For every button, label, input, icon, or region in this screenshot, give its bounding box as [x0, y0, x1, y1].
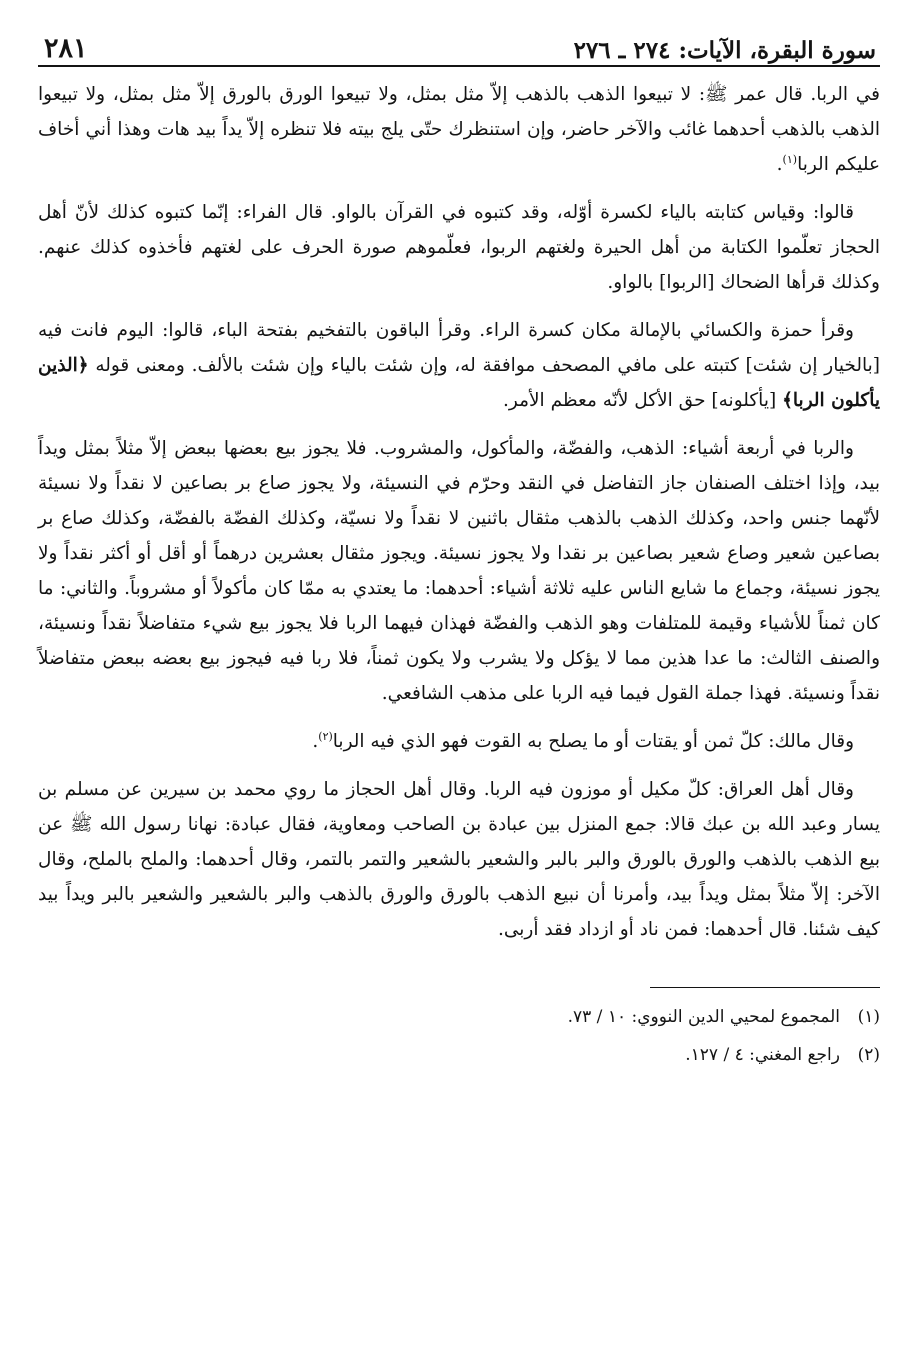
text-run: .	[312, 731, 319, 752]
main-text	[38, 77, 880, 947]
page-number: ٢٨١	[44, 33, 88, 64]
text-run: وقال أهل العراق: كلّ مكيل أو موزون فيه الربا. وقال أهل الحجاز ما روي محمد بن سيرين عن مسلم بن يسار وعبد الله بن عبك قالا: جمع المنزل بين عبادة بن الصاحب ومعاوية، فقال عبادة: نهانا رسول الله ﷺ عن بيع الذهب بالذهب والورق بالورق والبر بالبر والشعير بالشعير والتمر بالتمر، وقال أحدهما: والملح بالملح، وقال الآخر: إلاّ مثلاً بمثل ويداً بيد، وأمرنا أن نبيع الذهب بالورق والورق بالذهب والبر بالشعير والشعير بالبر ويداً بيد كيف شئنا. قال أحدهما: فمن ناد أو ازداد فقد أربى.	[38, 779, 880, 940]
footnote	[38, 998, 880, 1036]
paragraph	[38, 77, 880, 182]
footnote-number: (١)	[857, 1007, 880, 1027]
footnote	[38, 1036, 880, 1074]
text-run: .	[776, 154, 783, 175]
text-run: في الربا. قال عمر ﷺ: لا تبيعوا الذهب بالذهب إلاّ مثل بمثل، ولا تبيعوا الورق بالورق إلاّ مثل بمثل، ولا تبيعوا الذهب بالذهب أحدهما غائب والآخر حاضر، وإن استنظرك حتّى يلج بيته فلا تنظره إلاّ يداً بيد هات وهذا أني أخاف عليكم الربا	[38, 84, 880, 175]
page-header	[38, 22, 880, 67]
text-run: وقرأ حمزة والكسائي بالإمالة مكان كسرة الراء. وقرأ الباقون بالتفخيم بفتحة الباء، قالوا: اليوم فانت فيه [بالخيار إن شئت] كتبته على مافي المصحف موافقة له، وإن شئت بالياء وإن شئت بالألف. ومعنى قوله	[38, 320, 880, 376]
footnotes	[38, 998, 880, 1074]
quran-quote: ﴿الذين يأكلون الربا﴾	[38, 355, 880, 411]
text-run: قالوا: وقياس كتابته بالياء لكسرة أوّله، وقد كتبوه في القرآن بالواو. قال الفراء: إنّما كتبوه كذلك لأنّ أهل الحجاز تعلّموا الكتابة من أهل الحيرة ولغتهم الربوا، فعلّموهم صورة الحرف على لغتهم فأخذوه كذلك عنهم. وكذلك قرأها الضحاك [الربوا] بالواو.	[38, 202, 880, 293]
footnote-text: راجع المغني: ٤ / ١٢٧.	[685, 1045, 840, 1065]
text-run: والربا في أربعة أشياء: الذهب، والفضّة، والمأكول، والمشروب. فلا يجوز بيع بعضها ببعض إلاّ مثلاً بمثل ويداً بيد، وإذا اختلف الصنفان جاز التفاضل في النقد وحرّم في النسيئة، ولا يجوز صاع بر بصاعين لا نقداً ولا نسيئة لأنّهما جنس واحد، وكذلك الذهب بالذهب مثقال باثنين لا نقداً ولا نسيّة، وكذلك الفضّة بالفضّة، وكذلك صاع بر بصاعين شعير وصاع شعير بصاعين بر نقدا ولا يجوز نسيئة. ويجوز مثقال بعشرين درهماً أو أقل أو أكثر نقداً ولا يجوز نسيئة، وجماع ما شايع الناس عليه ثلاثة أشياء: أحدهما: ما يعتدي به ممّا كان مأكولاً أو مشروباً. والثاني: ما كان ثمناً للأشياء وقيمة للمتلفات وهو الذهب والفضّة فهذان فيهما الربا فلا يجوز بيع شيء متفاضلاً نقداً ونسيئة، والصنف الثالث: ما عدا هذين مما لا يؤكل ولا يشرب ولا يكون ثمناً، فلا ربا فيه فيجوز بيع بعضه ببعض متفاضلاً نقداً ونسيئة. فهذا جملة القول فيما فيه الربا على مذهب الشافعي.	[38, 438, 880, 704]
paragraph	[38, 431, 880, 711]
running-head: سورة البقرة، الآيات: ٢٧٤ ـ ٢٧٦	[573, 37, 876, 64]
text-run: [يأكلونه] حق الأكل لأنّه معظم الأمر.	[503, 390, 783, 411]
paragraph	[38, 724, 880, 759]
book-page	[38, 22, 880, 1074]
paragraph	[38, 772, 880, 947]
paragraph	[38, 313, 880, 418]
footnote-text: المجموع لمحيي الدين النووي: ١٠ / ٧٣.	[567, 1007, 840, 1027]
footnote-number: (٢)	[857, 1045, 880, 1065]
footnote-divider	[650, 987, 880, 988]
footnote-reference: (١)	[782, 152, 798, 166]
footnote-reference: (٢)	[318, 729, 333, 743]
paragraph	[38, 195, 880, 300]
text-run: وقال مالك: كلّ ثمن أو يقتات أو ما يصلح به القوت فهو الذي فيه الربا	[332, 731, 854, 752]
